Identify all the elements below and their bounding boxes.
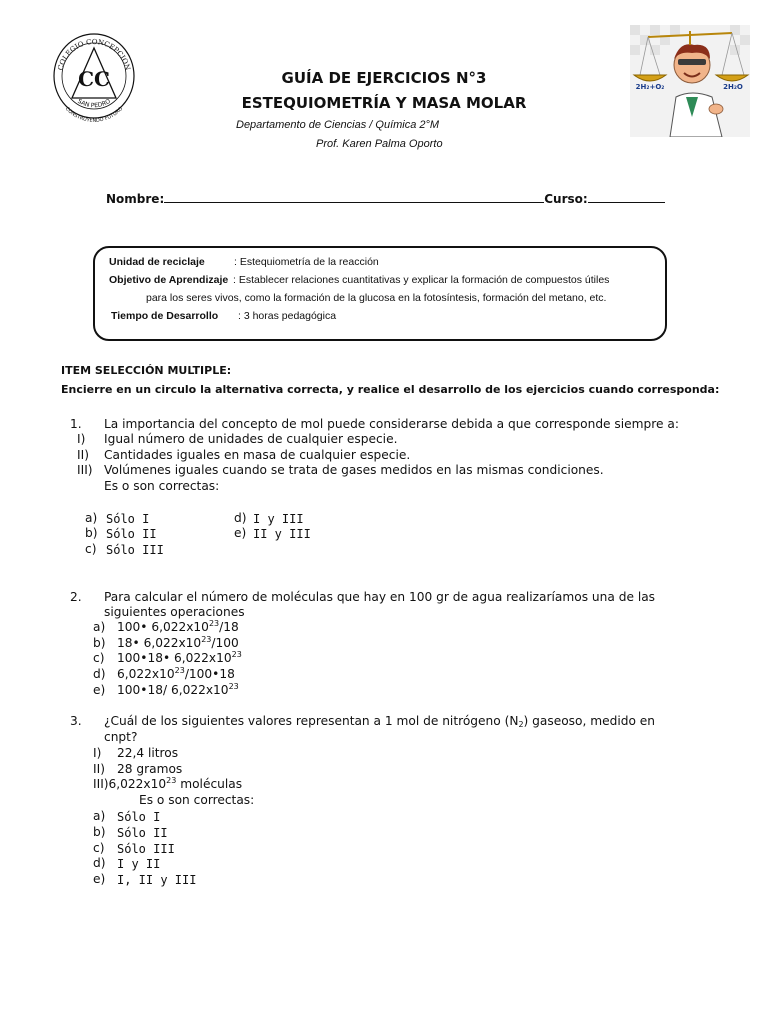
q2-option-a-letter[interactable]: a) — [93, 620, 106, 634]
q1-option-e-letter[interactable]: e) — [234, 526, 247, 540]
q1-option-a[interactable]: Sólo I — [106, 512, 150, 526]
q3-option-b-letter[interactable]: b) — [93, 825, 106, 839]
q3-statement-3: $III)6,022x10^{23}$ moléculas — [93, 776, 243, 791]
q3-option-c[interactable]: Sólo III — [117, 842, 175, 856]
seal-motto-text: CONSTRUYENDO FUTURO — [63, 106, 125, 124]
q1-number: 1. — [70, 417, 82, 431]
cartoon-left-label: 2H₂+O₂ — [635, 83, 665, 91]
q3-option-e-letter[interactable]: e) — [93, 872, 106, 886]
page-title: GUÍA DE EJERCICIOS N°3 — [281, 69, 487, 87]
name-label: Nombre: — [106, 192, 165, 206]
q1-option-d[interactable]: I y III — [253, 512, 304, 526]
q1-option-c-letter[interactable]: c) — [85, 542, 97, 556]
q2-number: 2. — [70, 590, 82, 604]
q2-option-d[interactable]: $6,022x10^{23}/100•18$ — [117, 666, 235, 681]
seal-monogram: CC — [78, 67, 110, 91]
objective-value: : Establecer relaciones cuantitativas y explicar la formación de compuestos útiles — [233, 274, 610, 286]
q1-statement-1-num: I) — [77, 432, 86, 446]
unit-value: : Estequiometría de la reacción — [234, 256, 379, 268]
q1-statement-2: Cantidades iguales en masa de cualquier especie. — [104, 448, 411, 462]
q3-option-b[interactable]: Sólo II — [117, 826, 168, 840]
q1-option-b[interactable]: Sólo II — [106, 527, 157, 541]
q3-text-line2: cnpt? — [104, 730, 138, 744]
teacher-line: Prof. Karen Palma Oporto — [316, 138, 443, 150]
q1-option-e[interactable]: II y III — [253, 527, 311, 541]
q3-statement-1: 22,4 litros — [117, 746, 179, 760]
q2-option-e[interactable]: 100•18/ $6,022x10^{23}$ — [117, 682, 239, 697]
q1-prompt: Es o son correctas: — [104, 479, 220, 493]
q1-option-b-letter[interactable]: b) — [85, 526, 98, 540]
chemist-cartoon-image — [630, 25, 750, 137]
page-subtitle: ESTEQUIOMETRÍA Y MASA MOLAR — [241, 94, 527, 112]
q1-option-c[interactable]: Sólo III — [106, 543, 164, 557]
q3-statement-1-num: I) — [93, 746, 102, 760]
q3-option-a[interactable]: Sólo I — [117, 810, 161, 824]
q1-statement-1: Igual número de unidades de cualquier especie. — [104, 432, 398, 446]
time-value: : 3 horas pedagógica — [238, 310, 337, 322]
q1-statement-3: Volúmenes iguales cuando se trata de gases medidos en las mismas condiciones. — [104, 463, 604, 477]
q3-statement-2-num: II) — [93, 762, 105, 776]
q3-option-d-letter[interactable]: d) — [93, 856, 106, 870]
objective-continuation: para los seres vivos, como la formación de la glucosa en la fotosíntesis, formación del metano, etc. — [146, 292, 607, 304]
q2-option-c-letter[interactable]: c) — [93, 651, 105, 665]
department-line: Departamento de Ciencias / Química 2°M — [236, 119, 440, 131]
seal-bottom-text: SAN PEDRO — [76, 97, 112, 110]
q1-option-d-letter[interactable]: d) — [234, 511, 247, 525]
q3-text-line1: ¿Cuál de los siguientes valores representan a 1 mol de nitrógeno $(N_2)$ gaseoso, medido en — [104, 714, 656, 729]
course-blank-field[interactable] — [588, 190, 665, 203]
q1-statement-3-num: III) — [77, 463, 93, 477]
unit-label: Unidad de reciclaje — [109, 256, 205, 268]
q3-option-e[interactable]: I, II y III — [117, 873, 197, 887]
q2-option-e-letter[interactable]: e) — [93, 683, 106, 697]
course-label: Curso: — [544, 192, 588, 206]
q3-number: 3. — [70, 714, 82, 728]
q2-text-line2: siguientes operaciones — [104, 605, 245, 619]
name-blank-field[interactable] — [164, 190, 544, 203]
q3-option-a-letter[interactable]: a) — [93, 809, 106, 823]
q2-option-b-letter[interactable]: b) — [93, 636, 106, 650]
q3-option-c-letter[interactable]: c) — [93, 841, 105, 855]
time-label: Tiempo de Desarrollo — [111, 310, 219, 322]
q2-option-c[interactable]: 100•18• $6,022x10^{23}$ — [117, 650, 242, 665]
q3-statement-2: 28 gramos — [117, 762, 183, 776]
seal-top-text: COLEGIO CONCEPCION — [56, 37, 132, 72]
q3-option-d[interactable]: I y II — [117, 857, 161, 871]
section-instruction: Encierre en un circulo la alternativa correcta, y realice el desarrollo de los ejercicios cuando corresponda: — [61, 383, 720, 396]
q2-option-a[interactable]: 100• $6,022x10^{23}/18$ — [117, 619, 239, 634]
q2-option-b[interactable]: 18• $6,022x10^{23}/100$ — [117, 635, 239, 650]
student-info-line — [106, 190, 665, 206]
section-title: ITEM SELECCIÓN MULTIPLE: — [61, 364, 232, 377]
q1-option-a-letter[interactable]: a) — [85, 511, 98, 525]
cartoon-right-label: 2H₂O — [723, 83, 743, 91]
q1-statement-2-num: II) — [77, 448, 89, 462]
q2-text-line1: Para calcular el número de moléculas que hay en 100 gr de agua realizaríamos una de las — [104, 590, 656, 604]
q2-option-d-letter[interactable]: d) — [93, 667, 106, 681]
objective-label: Objetivo de Aprendizaje — [109, 274, 229, 286]
q1-text: La importancia del concepto de mol puede considerarse debida a que corresponde siempre a: — [104, 417, 679, 431]
q3-prompt: Es o son correctas: — [139, 793, 255, 807]
